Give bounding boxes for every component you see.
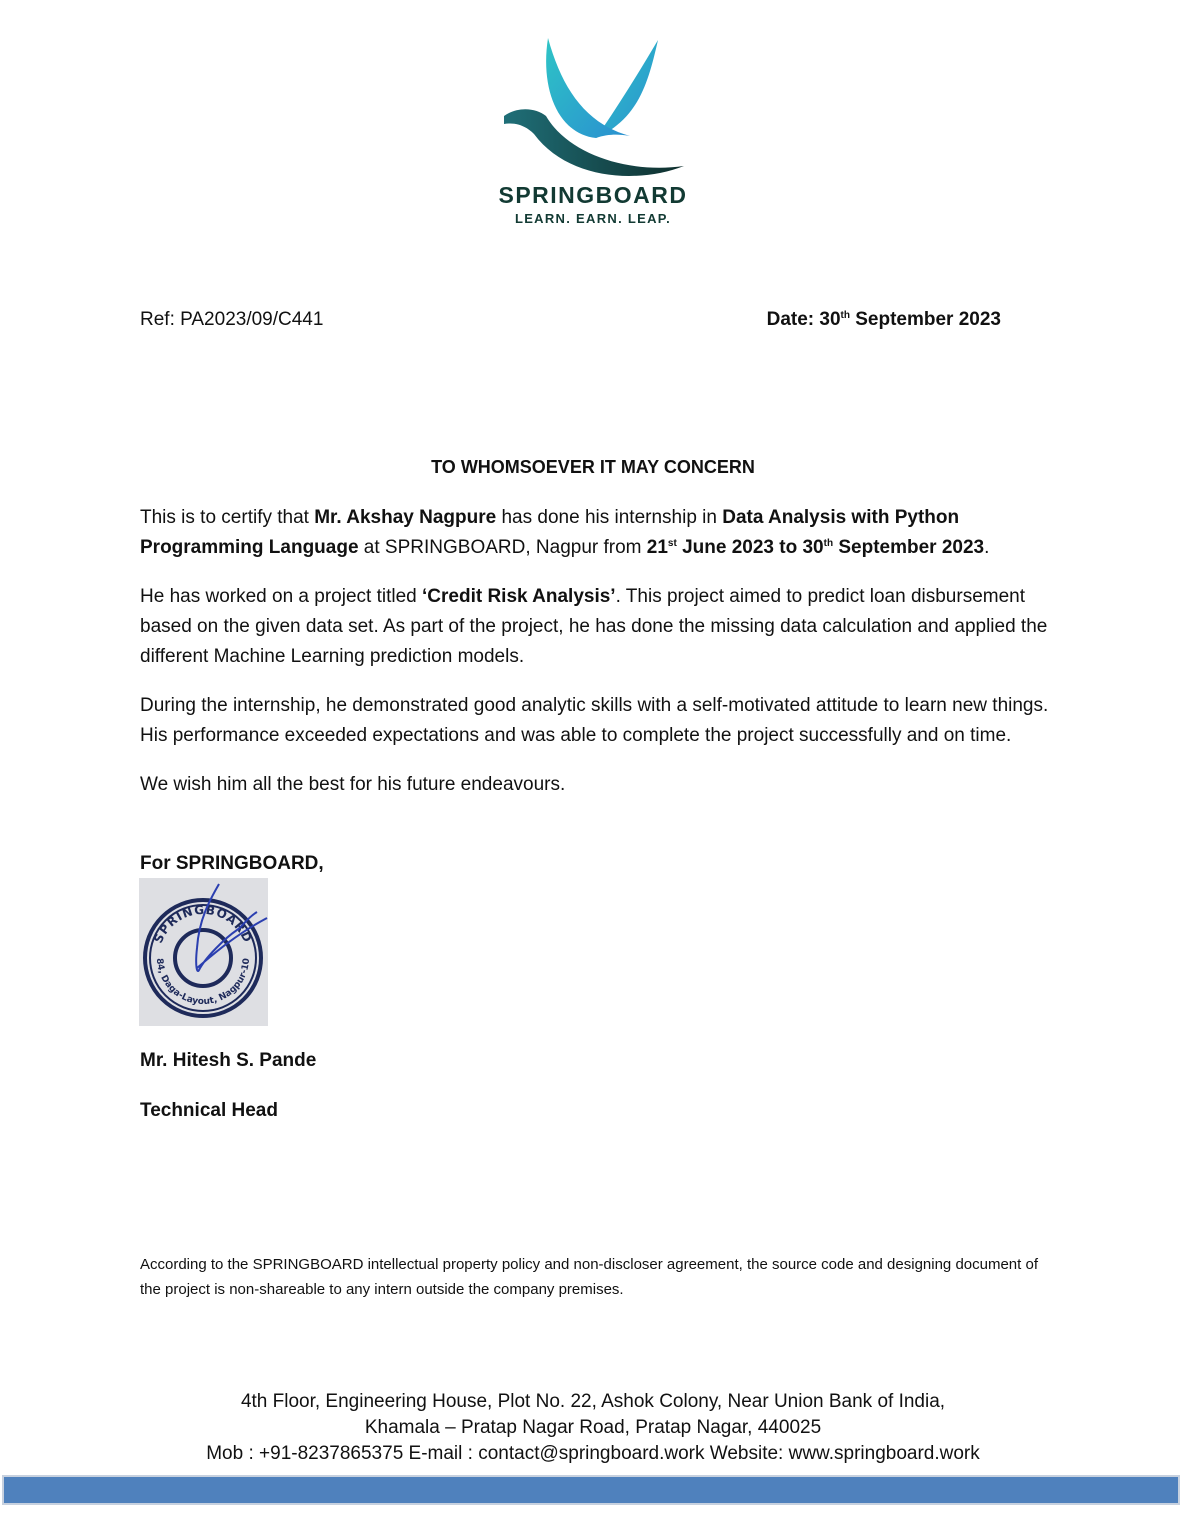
svg-text:SPRINGBOARD: SPRINGBOARD	[151, 902, 255, 946]
company-logo	[496, 34, 690, 226]
signatory-title: Technical Head	[140, 1100, 278, 1121]
signatory-name: Mr. Hitesh S. Pande	[140, 1050, 317, 1071]
letter-date: Date: 30th September 2023	[766, 309, 1001, 330]
svg-text:84, Daga-Layout, Nagpur-10: 84, Daga-Layout, Nagpur-10	[153, 957, 253, 1008]
letter-body	[140, 503, 1055, 819]
paragraph-project: He has worked on a project titled ‘Credit Risk Analysis’. This project aimed to predict loan disbursement based on the given data set. As part of the project, he has done the missing data calculation and applied the different Machine Learning prediction models.	[140, 586, 1048, 667]
paragraph-performance: During the internship, he demonstrated good analytic skills with a self-motivated attitude to learn new things. His performance exceeded expectations and was able to complete the project successfully and on time.	[140, 695, 1049, 746]
bird-logo-icon	[498, 34, 688, 184]
paragraph-certification: This is to certify that Mr. Akshay Nagpure has done his internship in Data Analysis with Python Programming Language at SPRINGBOARD, Nagpur from 21st June 2023 to 30th September 2023.	[140, 507, 990, 558]
company-stamp	[139, 878, 268, 1026]
paragraph-wishes: We wish him all the best for his future endeavours.	[140, 774, 566, 795]
reference-number: Ref: PA2023/09/C441	[140, 309, 324, 330]
footer-line-1: 4th Floor, Engineering House, Plot No. 22, Ashok Colony, Near Union Bank of India,	[240, 1391, 946, 1412]
brand-name: SPRINGBOARD	[498, 182, 688, 208]
footer-line-3: Mob : +91-8237865375 E-mail : contact@springboard.work Website: www.springboard.work	[206, 1443, 980, 1464]
address-footer	[0, 1389, 1186, 1467]
footer-line-2: Khamala – Pratap Nagar Road, Pratap Nagar, 440025	[364, 1417, 822, 1438]
sign-for: For SPRINGBOARD,	[140, 853, 324, 874]
ip-policy-note: According to the SPRINGBOARD intellectual property policy and non-discloser agreement, the source code and designing document of the project is non-shareable to any intern outside the company premises.	[140, 1256, 1038, 1298]
brand-tagline: LEARN. EARN. LEAP.	[514, 211, 672, 226]
letter-heading: TO WHOMSOEVER IT MAY CONCERN	[431, 457, 755, 477]
footer-band	[2, 1475, 1180, 1505]
